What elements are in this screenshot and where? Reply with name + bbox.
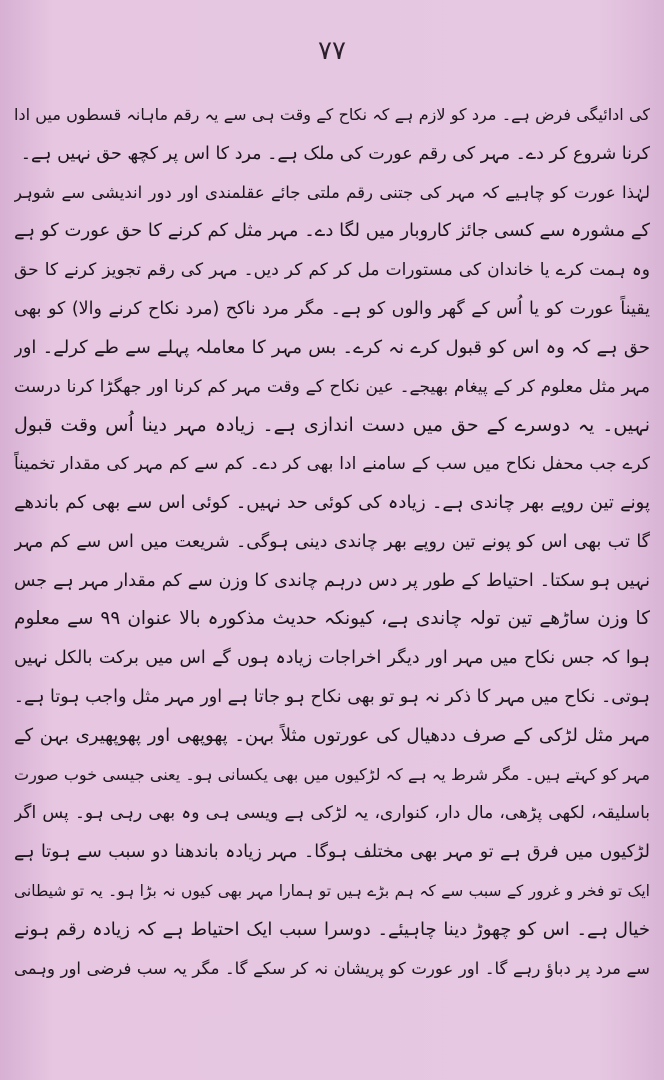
text-line: وہ ہمت کرے یا خاندان کی مستورات مل کر کم کر دیں۔ مہر کی رقم تجویز کرنے کا حق xyxy=(14,260,650,281)
text-line: کی ادائیگی فرض ہے۔ مرد کو لازم ہے کہ نکاح کے وقت ہی سے یہ رقم ماہانہ قسطوں میں ادا xyxy=(14,105,650,124)
text-line: لہٰذا عورت کو چاہیے کہ مہر کی جتنی رقم ملتی جائے عقلمندی اور دور اندیشی سے شوہر xyxy=(14,182,650,202)
text-line: ایک تو فخر و غرور کے سبب سے کہ ہم بڑے ہیں تو ہمارا مہر بھی کیوں نہ بڑا ہو۔ یہ تو شیطانی xyxy=(14,881,650,900)
text-line: باسلیقہ، لکھی پڑھی، مال دار، کنواری، یہ لڑکی ہے ویسی ہی وہ بھی رہی ہو۔ پس اگر xyxy=(14,803,650,824)
text-line: کرنا شروع کر دے۔ مہر کی رقم عورت کی ملک ہے۔ مرد کا اس پر کچھ حق نہیں ہے۔ xyxy=(20,143,650,164)
text-line: مہر کو کہتے ہیں۔ مگر شرط یہ ہے کہ لڑکیوں میں بھی یکسانی ہو۔ یعنی جیسی خوب صورت xyxy=(14,764,650,784)
text-line: گا تب بھی اس کو پونے تین روپے بھر چاندی دینی ہوگی۔ شریعت میں اس سے کم مہر xyxy=(14,531,650,552)
text-line: مہر مثل لڑکی کے صرف ددھیال کی عورتوں مثلاً بہن۔ پھوپھی اور پھوپھیری بہن کے xyxy=(14,724,650,746)
text-line: مہر مثل معلوم کر کے پیغام بھیجے۔ عین نکاح کے وقت مہر کم کرنا اور جھگڑا کرنا درست xyxy=(14,376,650,397)
text-line: خیال ہے۔ اس کو چھوڑ دینا چاہیئے۔ دوسرا سبب ایک احتیاط ہے کہ زیادہ رقم ہونے xyxy=(14,918,650,940)
text-line: یقیناً عورت کو یا اُس کے گھر والوں کو ہے۔ مگر مرد ناکح (مرد نکاح کرنے والا) کو بھی xyxy=(14,298,650,319)
text-line: کا وزن ساڑھے تین تولہ چاندی ہے، کیونکہ حدیث مذکورہ بالا عنوان ۹۹ سے معلوم xyxy=(14,608,650,630)
text-line: ہوتی۔ نکاح میں مہر کا ذکر نہ ہو تو بھی نکاح ہو جاتا ہے اور مہر مثل واجب ہوتا ہے۔ xyxy=(14,686,650,707)
text-line: حق ہے کہ وہ اس کو قبول کرے نہ کرے۔ بس مہر کا معاملہ پہلے سے طے کرلے۔ اور xyxy=(14,336,650,358)
text-line: لڑکیوں میں فرق ہے تو مہر بھی مختلف ہوگا۔ مہر زیادہ باندھنا دو سبب سے ہوتا ہے xyxy=(14,842,650,863)
text-line: کرے جب محفل نکاح میں سب کے سامنے ادا بھی کر دے۔ کم سے کم مہر کی مقدار تخمیناً xyxy=(14,454,650,475)
text-line: پونے تین روپے بھر چاندی ہے۔ زیادہ کی کوئی حد نہیں۔ کوئی اس سے بھی کم باندھے xyxy=(14,491,650,513)
text-line: کے مشورہ سے کسی جائز کاروبار میں لگا دے۔ مہر مثل کم کرنے کا حق عورت کو ہے xyxy=(14,220,650,242)
text-line: سے مرد پر دباؤ رہے گا۔ اور عورت کو پریشان نہ کر سکے گا۔ مگر یہ سب فرضی اور وہمی xyxy=(14,958,650,978)
text-line: نہیں ہو سکتا۔ احتیاط کے طور پر دس درہم چاندی کا وزن سے کم مقدار مہر ہے جس xyxy=(14,570,650,591)
text-line: ہوا کہ جس نکاح میں مہر اور دیگر اخراجات زیادہ ہوں گے اس میں برکت بالکل نہیں xyxy=(14,648,650,669)
body-text xyxy=(14,96,650,988)
text-line: نہیں۔ یہ دوسرے کے حق میں دست اندازی ہے۔ زیادہ مہر دینا اُس وقت قبول xyxy=(14,414,650,437)
page-number: ۷۷ xyxy=(318,36,346,66)
